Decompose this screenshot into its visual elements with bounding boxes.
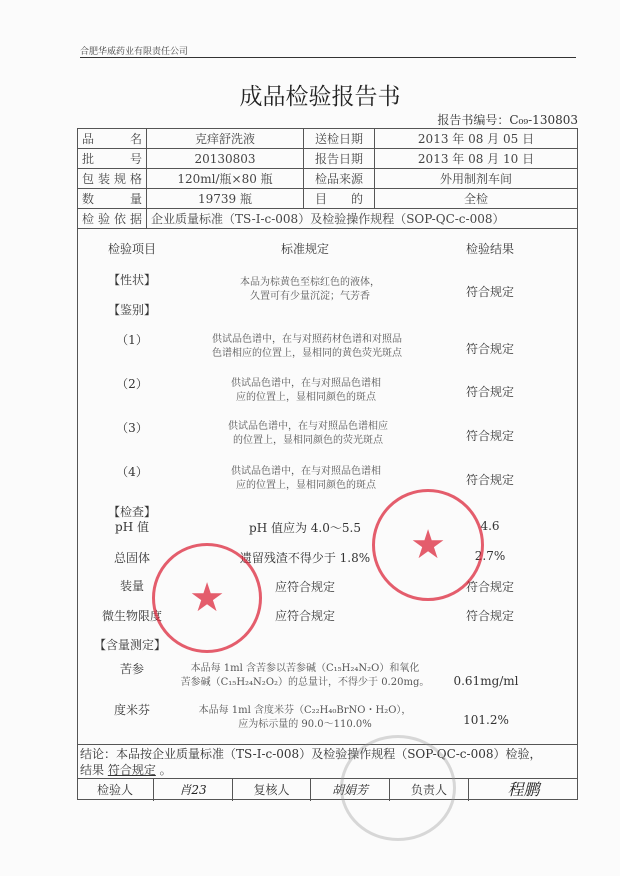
package: 120ml/瓶×80 瓶 [147,169,304,189]
std-line: 苦参碱（C₁₅H₂₄N₂O₂）的总量计，不得少于 0.20mg。 [180,677,430,688]
purpose-label: 目 的 [304,189,375,209]
section-inspection: 【检查】 [107,505,157,519]
reviewer-label: 复核人 [233,779,311,801]
red-stamp-right [372,489,484,601]
star-icon: ★ [410,522,446,568]
domiphen-item: 度米芬 [113,703,151,717]
fill-standard: 应符合规定 [274,580,336,594]
batch-label: 批号 [78,149,147,169]
id3-item: （3） [116,421,148,435]
manager-signature: 程鹏 [507,780,540,799]
id1-standard [212,333,402,361]
std-line: 供试品色谱中，在与对照药材色谱和对照品 [212,334,402,345]
id2-item: （2） [116,377,148,391]
red-stamp-left [152,543,262,653]
ph-result: 4.6 [480,519,500,533]
manager-label: 负责人 [390,779,469,801]
id2-standard [231,377,381,405]
solids-result: 2.7% [474,549,506,563]
kushen-item: 苦参 [119,662,145,676]
quantity: 19739 瓶 [147,189,304,209]
section-assay: 【含量测定】 [93,638,167,652]
conclusion: 结论：本品按企业质量标准（TS-I-c-008）及检验操作规程（SOP-QC-c-008）检验， 结果 符合规定 。 [80,746,575,778]
character-standard [240,276,380,304]
ph-item: pH 值 [115,520,149,534]
std-line: 供试品色谱中，在与对照品色谱相 [231,378,381,389]
company-name: 合肥华威药业有限责任公司 [80,47,189,57]
std-line: 本品每 1ml 含苦参以苦参碱（C₁₅H₂₄N₂O）和氧化 [190,663,420,674]
std-line: 供试品色谱中，在与对照品色谱相应 [228,421,388,432]
reviewer-signature: 胡娟芳 [311,779,390,801]
report-number [437,111,578,128]
header-item: 检验项目 [107,242,157,256]
std-line: 本品每 1ml 含度米芬（C₂₂H₄₀BrNO・H₂O）， [198,705,412,716]
id3-standard [228,420,388,448]
micro-standard: 应符合规定 [274,609,336,623]
conclusion-result: 符合规定 [107,763,156,777]
fill-result: 符合规定 [465,580,515,594]
report-date-label: 报告日期 [304,149,375,169]
signature-row [77,778,578,801]
kushen-standard [181,662,430,690]
id4-item: （4） [116,465,148,479]
info-table [77,128,578,229]
std-line: 应的位置上，显相同颜色的斑点 [236,392,376,403]
submit-date-label: 送检日期 [304,129,375,149]
header-standard: 标准规定 [280,242,330,256]
id3-result: 符合规定 [465,429,515,443]
id4-standard [231,465,381,493]
domiphen-standard [199,704,412,732]
report-number-label: 报告书编号： [437,113,510,127]
ph-standard: pH 值应为 4.0～5.5 [249,521,361,535]
product-name: 克痒舒洗液 [147,129,304,149]
conclusion-result-label: 结果 [80,763,105,777]
basis: 企业质量标准（TS-I-c-008）及检验操作规程（SOP-QC-c-008） [147,209,578,229]
batch: 20130803 [147,149,304,169]
std-line: 色谱相应的位置上，显相同的黄色荧光斑点 [212,348,402,359]
std-line: 应的位置上，显相同颜色的斑点 [236,480,376,491]
header-result: 检验结果 [465,242,515,256]
report-number-value: C₀₉-130803 [509,113,578,127]
report-date: 2013 年 08 月 10 日 [375,149,578,169]
inspector-label: 检验人 [77,779,154,801]
id2-result: 符合规定 [465,385,515,399]
page-title: 成品检验报告书 [239,84,401,110]
product-name-label: 品名 [78,129,147,149]
submit-date: 2013 年 08 月 05 日 [375,129,578,149]
source: 外用制剂车间 [375,169,578,189]
solids-item: 总固体 [113,551,151,565]
package-label: 包装规格 [78,169,147,189]
std-line: 的位置上，显相同颜色的荧光斑点 [233,435,383,446]
conclusion-text: 结论：本品按企业质量标准（TS-I-c-008）及检验操作规程（SOP-QC-c-008）检验， [80,747,542,761]
conclusion-divider [77,744,578,745]
id4-result: 符合规定 [465,473,515,487]
id1-item: （1） [116,333,148,347]
section-character: 【性状】 [107,273,157,287]
header-divider [80,57,576,58]
section-identification: 【鉴别】 [107,303,157,317]
quantity-label: 数量 [78,189,147,209]
id1-result: 符合规定 [465,342,515,356]
faded-stamp [340,735,456,841]
micro-item: 微生物限度 [101,609,163,623]
purpose: 全检 [375,189,578,209]
kushen-result: 0.61mg/ml [453,674,519,688]
character-result: 符合规定 [465,285,515,299]
basis-label: 检验依据 [78,209,147,229]
std-line: 本品为棕黄色至棕红色的液体， [240,277,380,288]
std-line: 供试品色谱中，在与对照品色谱相 [231,466,381,477]
std-line: 应为标示量的 90.0～110.0% [238,719,372,730]
domiphen-result: 101.2% [463,713,509,727]
inspector-signature: 肖23 [154,779,233,801]
star-icon: ★ [189,575,225,621]
fill-item: 装量 [119,579,145,593]
solids-standard: 遗留残渣不得少于 1.8% [239,551,371,565]
std-line: 久置可有少量沉淀；气芳香 [250,291,370,302]
micro-result: 符合规定 [465,609,515,623]
source-label: 检品来源 [304,169,375,189]
